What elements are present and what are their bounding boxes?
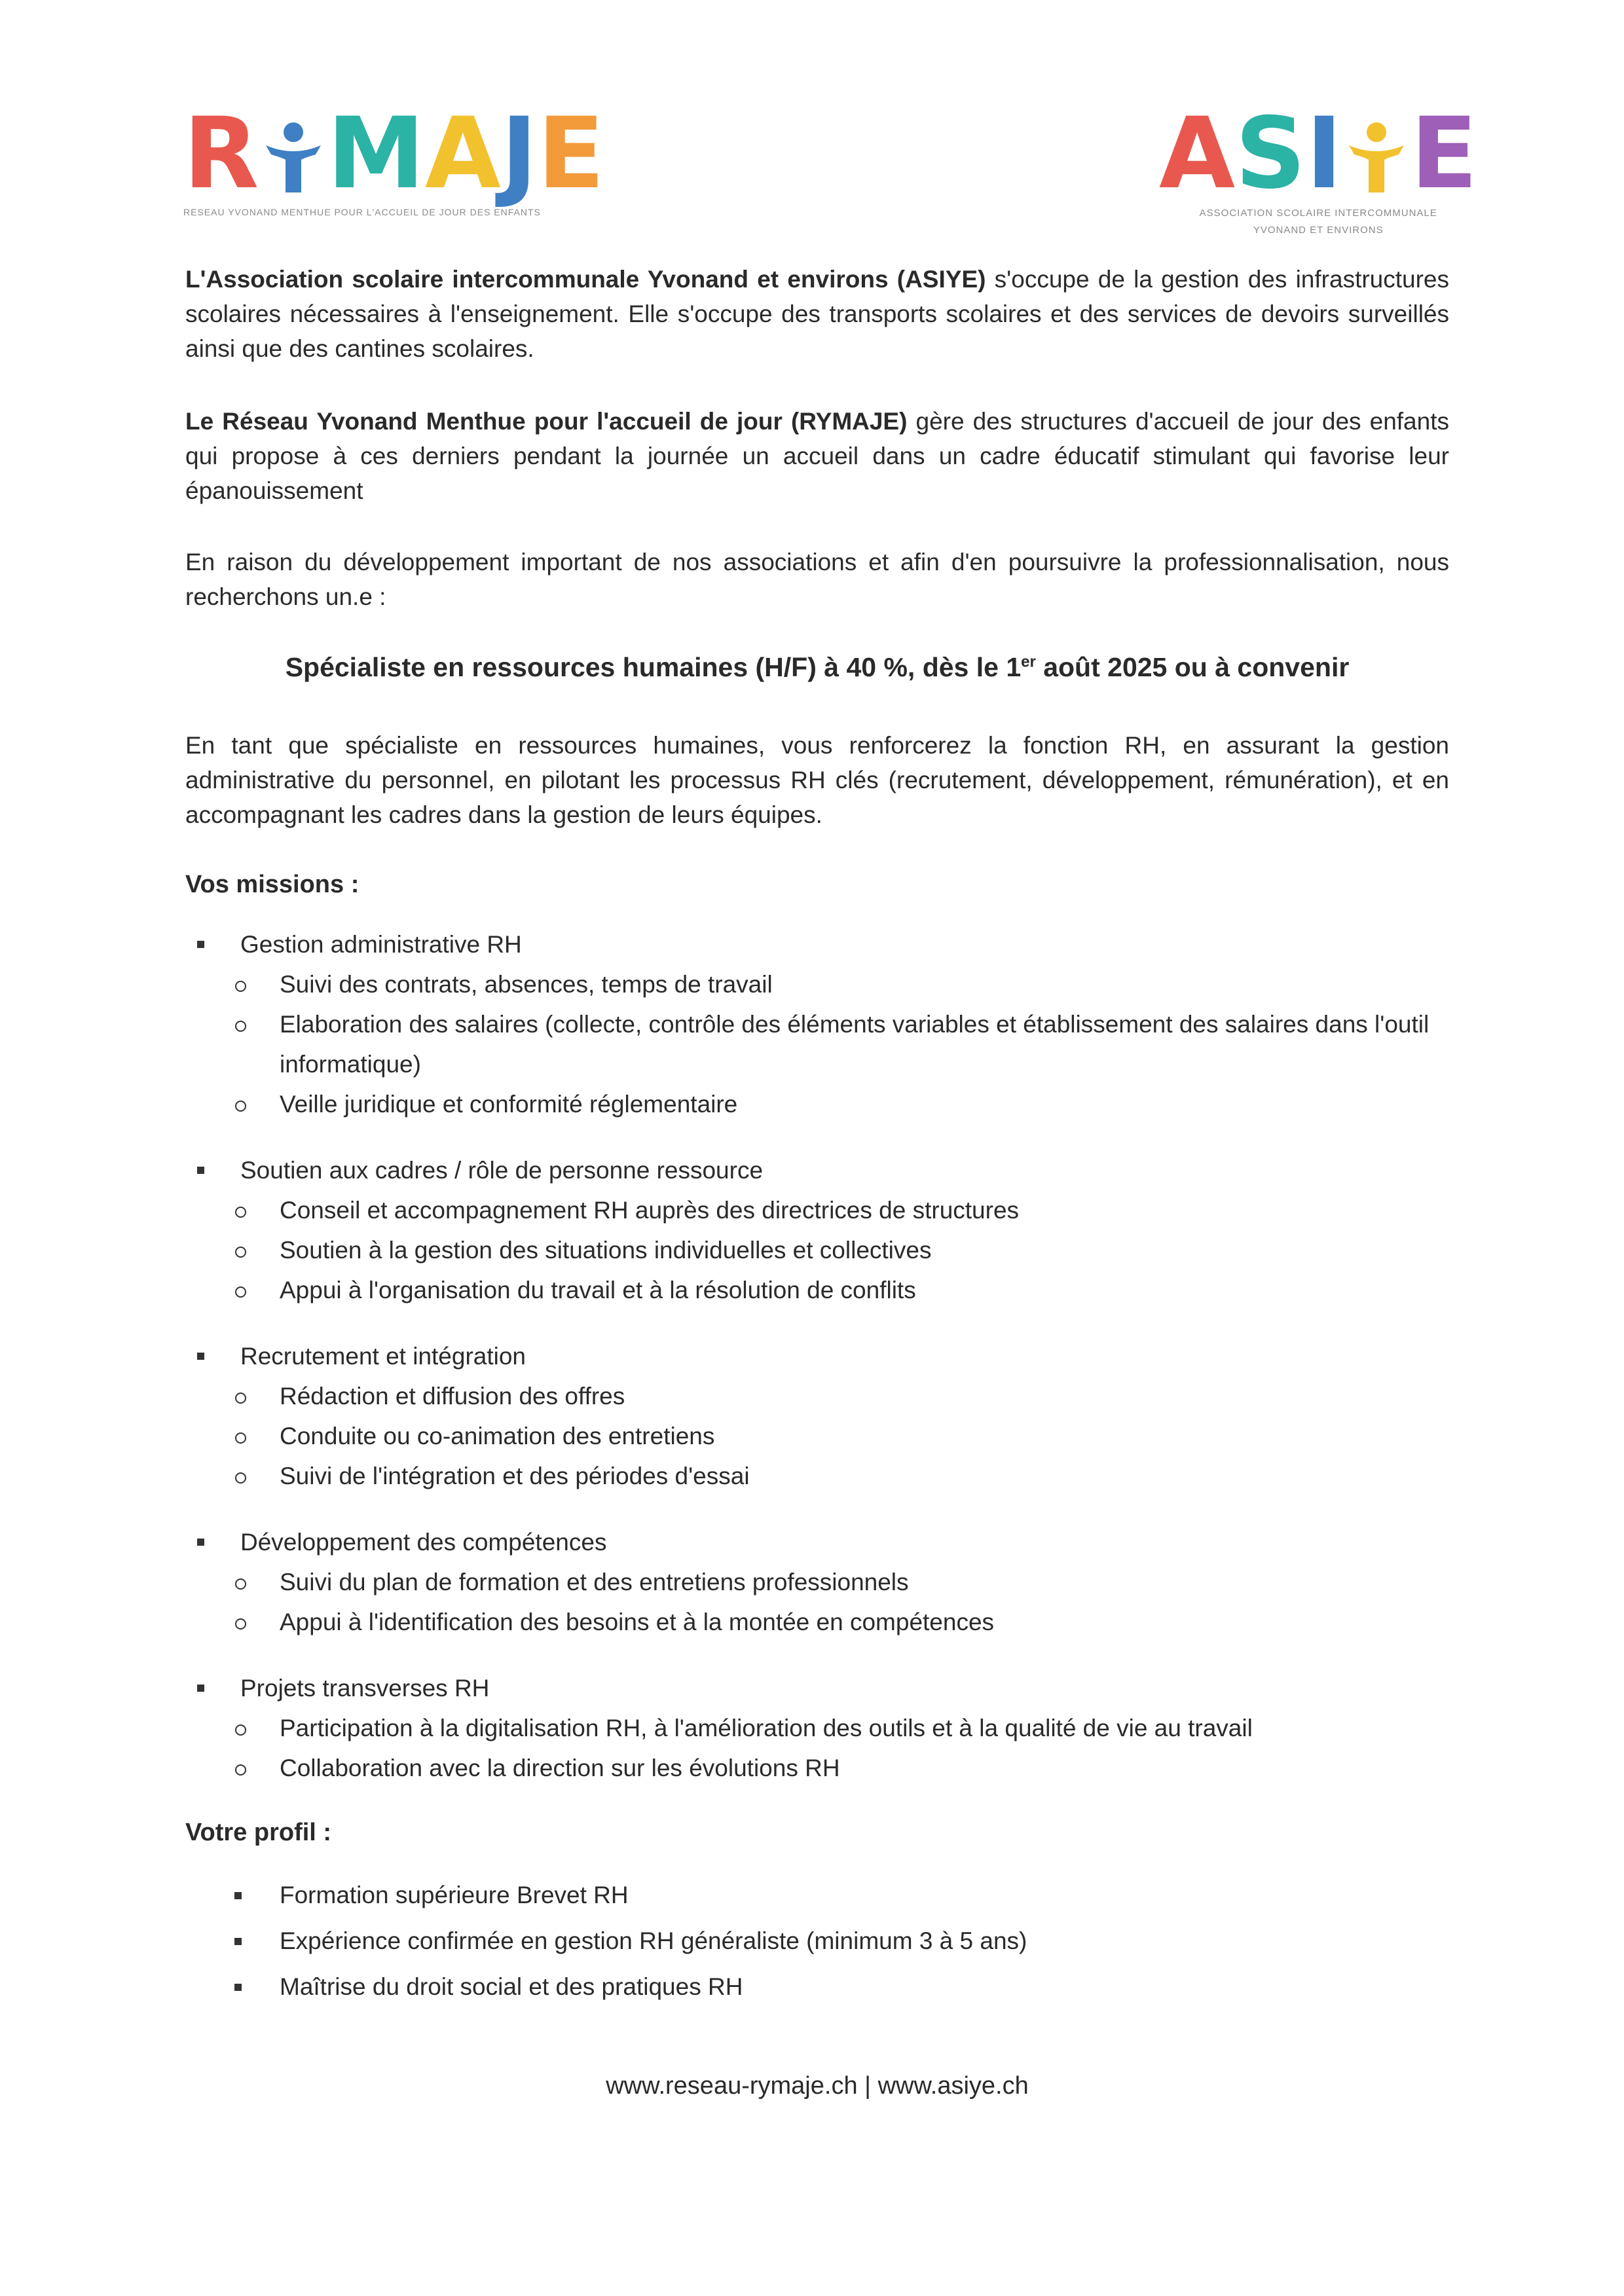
mission-item: Suivi du plan de formation et des entretiens professionnels [185,1562,1462,1602]
paragraph: En tant que spécialiste en ressources humaines, vous renforcerez la fonction RH, en assurant la gestion administrative du personnel, en pilotant les processus RH clés (recrutement, développement, rémunération), et en accompagnant les cadres dans la gestion de leurs équipes. [185,732,1449,828]
mission-label: Recrutement et intégration [240,1343,526,1370]
logo-letter: E [537,97,605,211]
mission-item: Veille juridique et conformité réglementaire [185,1084,1462,1124]
profile-title: Votre profil : [185,1819,332,1846]
square-bullet-icon [197,1167,204,1174]
circle-bullet-icon [235,981,246,992]
circle-bullet-icon [235,1472,246,1484]
logo-letter: A [1159,97,1236,211]
square-bullet-icon [197,1685,204,1692]
mission-item: Appui à l'organisation du travail et à la résolution de conflits [185,1270,1462,1310]
logo-letter: E [1410,97,1478,211]
square-bullet-icon [234,1892,242,1899]
circle-bullet-icon [235,1393,246,1404]
paragraph-text: s'occupe de la gestion des infrastructures scolaires nécessaires à l'enseignement. Elle s'occupe des transports scolaires et des services de devoirs surveillés ainsi que des cantines scolaires. [185,266,1450,362]
asiye-logo [1159,97,1478,236]
mission-item: Conduite ou co-animation des entretiens [185,1416,1462,1456]
rymaje-logo [183,97,605,217]
mission-category [185,1336,1462,1376]
bold-text: Le Réseau Yvonand Menthue pour l'accueil de jour (RYMAJE) [185,408,908,435]
mission-category [185,1150,1462,1190]
logo-letter: S [1235,97,1306,211]
paragraph [185,404,1449,508]
job-description [185,728,1449,832]
circle-bullet-icon [235,1432,246,1444]
mission-item: Suivi des contrats, absences, temps de travail [185,964,1462,1004]
logo-letter: J [500,97,538,211]
paragraph-text: gère des structures d'accueil de jour des enfants qui propose à ces derniers pendant la journée un accueil dans un cadre éducatif stimulant qui favorise leur épanouissement [185,408,1449,504]
logo-letter: R [183,97,259,211]
rymaje-wordmark [183,97,605,211]
footer-links: www.reseau-rymaje.ch | www.asiye.ch [606,2072,1029,2100]
circle-bullet-icon [235,1724,246,1736]
mission-item: Appui à l'identification des besoins et à la montée en compétences [185,1602,1462,1642]
child-figure-icon [262,119,325,198]
job-title-text: août 2025 ou à convenir [1035,652,1350,682]
circle-bullet-icon [235,1101,246,1112]
mission-category [185,1668,1462,1708]
bold-text: L'Association scolaire intercommunale Yvonand et environs (ASIYE) [185,266,986,293]
mission-label: Gestion administrative RH [240,931,522,958]
mission-label: Soutien aux cadres / rôle de personne ressource [240,1157,764,1184]
paragraph [185,262,1449,366]
mission-item: Participation à la digitalisation RH, à l'amélioration des outils et à la qualité de vie au travail [185,1708,1462,1748]
child-figure-icon [1345,119,1408,198]
circle-bullet-icon [235,1286,246,1298]
intro-asiye [185,262,1449,366]
mission-label: Développement des compétences [240,1529,607,1556]
asiye-wordmark [1159,97,1478,211]
mission-item: Conseil et accompagnement RH auprès des directrices de structures [185,1190,1462,1230]
square-bullet-icon [234,1984,242,1991]
logo-letter: M [327,97,425,211]
mission-item: Rédaction et diffusion des offres [185,1376,1462,1416]
circle-bullet-icon [235,1247,246,1258]
logo-letter: A [424,97,501,211]
mission-item: Collaboration avec la direction sur les évolutions RH [185,1748,1462,1788]
job-title [185,652,1449,683]
circle-bullet-icon [235,1021,246,1032]
asiye-tagline-2: YVONAND ET ENVIRONS [1253,224,1384,236]
intro-rymaje [185,404,1449,508]
mission-item: Soutien à la gestion des situations individuelles et collectives [185,1230,1462,1270]
asiye-tagline-1: ASSOCIATION SCOLAIRE INTERCOMMUNALE [1199,208,1437,219]
mission-category [185,1522,1462,1562]
missions-title: Vos missions : [185,871,360,898]
mission-item: Suivi de l'intégration et des périodes d'essai [185,1456,1462,1496]
square-bullet-icon [197,1539,204,1546]
square-bullet-icon [197,941,204,948]
mission-item: Elaboration des salaires (collecte, contrôle des éléments variables et établissement des salaires dans l'outil informatique) [185,1004,1462,1084]
square-bullet-icon [197,1353,204,1360]
job-title-sup: er [1021,653,1036,671]
mission-category [185,924,1462,964]
circle-bullet-icon [235,1618,246,1630]
circle-bullet-icon [235,1764,246,1776]
intro-search [185,545,1449,614]
mission-label: Projets transverses RH [240,1675,490,1702]
circle-bullet-icon [235,1207,246,1218]
logo-letter: I [1306,97,1342,211]
circle-bullet-icon [235,1578,246,1590]
square-bullet-icon [234,1938,242,1945]
missions-list [185,924,1462,1788]
job-title-text: Spécialiste en ressources humaines (H/F) à 40 %, dès le 1 [285,652,1022,682]
paragraph: En raison du développement important de nos associations et afin d'en poursuivre la professionnalisation, nous recherchons un.e : [185,549,1449,610]
rymaje-tagline: RESEAU YVONAND MENTHUE POUR L'ACCUEIL DE JOUR DES ENFANTS [183,207,541,217]
